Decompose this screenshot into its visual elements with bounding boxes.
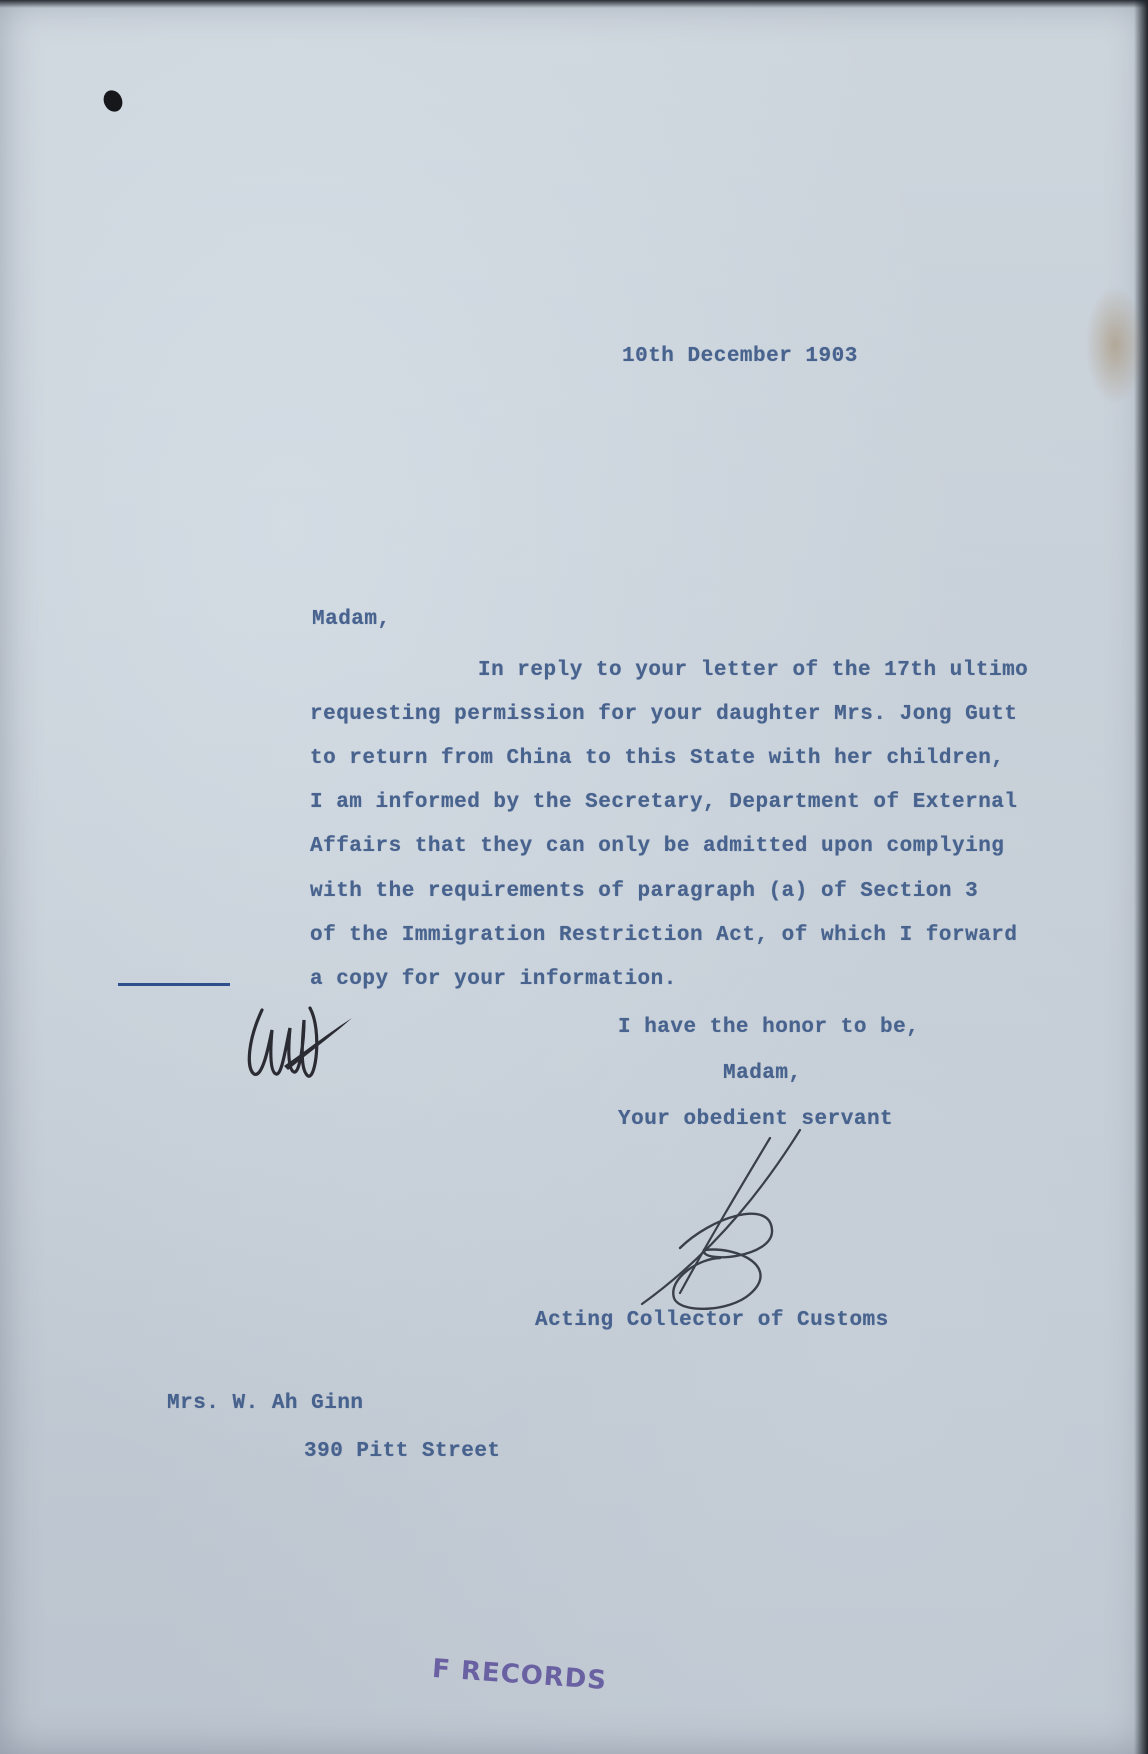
paper-stain xyxy=(1085,285,1145,405)
signatory-title: Acting Collector of Customs xyxy=(535,1309,889,1332)
addressee-address: 390 Pitt Street xyxy=(304,1440,501,1463)
page-edge-shadow-right xyxy=(1134,0,1148,1754)
closing-line-3: Your obedient servant xyxy=(618,1108,894,1131)
closing-line-2: Madam, xyxy=(723,1062,802,1085)
closing-line-1: I have the honor to be, xyxy=(618,1016,920,1039)
body-line-1: In reply to your letter of the 17th ultimo xyxy=(478,659,1029,682)
body-line-7: of the Immigration Restriction Act, of which I forward xyxy=(310,924,1018,947)
salutation: Madam, xyxy=(312,608,391,631)
body-line-6: with the requirements of paragraph (a) of Section 3 xyxy=(310,880,979,903)
addressee-name: Mrs. W. Ah Ginn xyxy=(167,1392,364,1415)
page-edge-shadow xyxy=(0,0,1148,8)
body-line-2: requesting permission for your daughter Mrs. Jong Gutt xyxy=(310,703,1018,726)
body-line-3: to return from China to this State with her children, xyxy=(310,747,1005,770)
body-line-4: I am informed by the Secretary, Department of External xyxy=(310,791,1018,814)
punch-hole xyxy=(100,87,126,115)
letter-date: 10th December 1903 xyxy=(622,345,858,368)
collector-signature xyxy=(620,1118,820,1318)
body-line-5: Affairs that they can only be admitted upon complying xyxy=(310,835,1005,858)
body-line-8: a copy for your information. xyxy=(310,968,677,991)
records-stamp: F RECORDS xyxy=(431,1653,608,1697)
margin-rule xyxy=(118,983,230,986)
initials-signature xyxy=(244,990,359,1090)
